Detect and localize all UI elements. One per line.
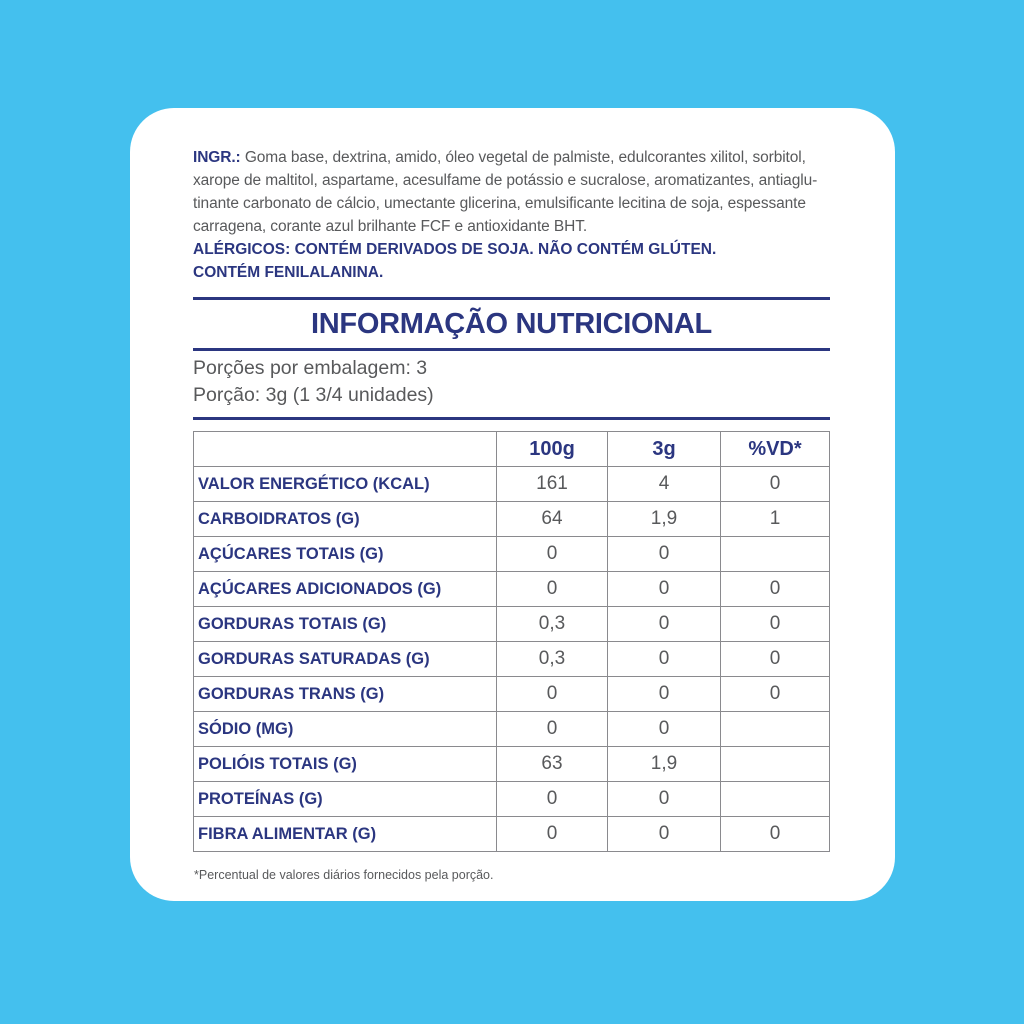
row-value-100g: 0	[497, 817, 608, 852]
row-label: AÇÚCARES ADICIONADOS (G)	[194, 572, 497, 607]
table-row	[194, 712, 830, 747]
table-header-row	[194, 432, 830, 467]
ingredients-label: INGR.:	[193, 149, 241, 166]
table-row	[194, 817, 830, 852]
table-row	[194, 607, 830, 642]
row-label: CARBOIDRATOS (G)	[194, 502, 497, 537]
row-value-vd	[721, 747, 830, 782]
ingredients-text-1: Goma base, dextrina, amido, óleo vegetal de palmiste, edulcorantes xilitol, sorbitol,	[240, 149, 806, 166]
header-100g: 100g	[497, 432, 608, 467]
ingredients-line-3: tinante carbonato de cálcio, umectante glicerina, emulsificante lecitina de soja, espessante	[193, 195, 806, 212]
table-row	[194, 677, 830, 712]
row-value-3g: 0	[608, 712, 721, 747]
row-value-100g: 64	[497, 502, 608, 537]
table-row	[194, 537, 830, 572]
footnote: *Percentual de valores diários fornecidos pela porção.	[194, 868, 494, 882]
table-row	[194, 502, 830, 537]
row-value-3g: 4	[608, 467, 721, 502]
row-value-100g: 0	[497, 782, 608, 817]
table-row	[194, 747, 830, 782]
row-value-3g: 0	[608, 607, 721, 642]
row-value-3g: 0	[608, 572, 721, 607]
ingredients-block	[193, 146, 830, 238]
allergens-line-2: CONTÉM FENILALANINA.	[193, 264, 384, 281]
ingredients-line-1	[193, 146, 830, 169]
row-value-100g: 63	[497, 747, 608, 782]
header-3g: 3g	[608, 432, 721, 467]
row-value-3g: 0	[608, 642, 721, 677]
nutrition-table	[193, 431, 830, 852]
row-value-100g: 161	[497, 467, 608, 502]
ingredients-line-4: carragena, corante azul brilhante FCF e antioxidante BHT.	[193, 218, 588, 235]
allergens-line-1: ALÉRGICOS: CONTÉM DERIVADOS DE SOJA. NÃO CONTÉM GLÚTEN.	[193, 241, 717, 258]
row-label: PROTEÍNAS (G)	[194, 782, 497, 817]
row-value-vd: 0	[721, 467, 830, 502]
row-value-3g: 1,9	[608, 747, 721, 782]
row-value-vd: 0	[721, 642, 830, 677]
row-label: AÇÚCARES TOTAIS (G)	[194, 537, 497, 572]
ingredients-line-2: xarope de maltitol, aspartame, acesulfame de potássio e sucralose, aromatizantes, antiaglu-	[193, 172, 818, 189]
row-value-vd: 0	[721, 572, 830, 607]
row-label: FIBRA ALIMENTAR (G)	[194, 817, 497, 852]
row-label: POLIÓIS TOTAIS (G)	[194, 747, 497, 782]
portions-per-package: Porções por embalagem: 3	[193, 357, 428, 379]
label-content	[193, 146, 830, 882]
row-label: VALOR ENERGÉTICO (KCAL)	[194, 467, 497, 502]
row-value-vd: 0	[721, 607, 830, 642]
row-value-3g: 1,9	[608, 502, 721, 537]
header-vd: %VD*	[721, 432, 830, 467]
divider-title	[193, 348, 830, 351]
row-label: SÓDIO (MG)	[194, 712, 497, 747]
row-value-100g: 0,3	[497, 642, 608, 677]
table-row	[194, 467, 830, 502]
table-row	[194, 642, 830, 677]
portions-block	[193, 355, 830, 409]
divider-portions	[193, 417, 830, 420]
row-value-100g: 0	[497, 712, 608, 747]
row-value-vd	[721, 712, 830, 747]
nutrition-label-card	[130, 108, 895, 901]
row-value-vd	[721, 782, 830, 817]
header-label	[194, 432, 497, 467]
row-value-100g: 0	[497, 677, 608, 712]
row-value-3g: 0	[608, 677, 721, 712]
nutrition-title: INFORMAÇÃO NUTRICIONAL	[311, 308, 712, 340]
row-label: GORDURAS TRANS (G)	[194, 677, 497, 712]
row-value-3g: 0	[608, 817, 721, 852]
allergens-block	[193, 238, 830, 284]
row-value-3g: 0	[608, 537, 721, 572]
row-value-100g: 0,3	[497, 607, 608, 642]
row-value-vd: 0	[721, 677, 830, 712]
row-value-vd: 0	[721, 817, 830, 852]
row-value-vd	[721, 537, 830, 572]
row-value-3g: 0	[608, 782, 721, 817]
row-label: GORDURAS TOTAIS (G)	[194, 607, 497, 642]
portion-size: Porção: 3g (1 3/4 unidades)	[193, 384, 434, 406]
row-value-100g: 0	[497, 537, 608, 572]
row-value-100g: 0	[497, 572, 608, 607]
table-row	[194, 782, 830, 817]
table-row	[194, 572, 830, 607]
row-label: GORDURAS SATURADAS (G)	[194, 642, 497, 677]
row-value-vd: 1	[721, 502, 830, 537]
